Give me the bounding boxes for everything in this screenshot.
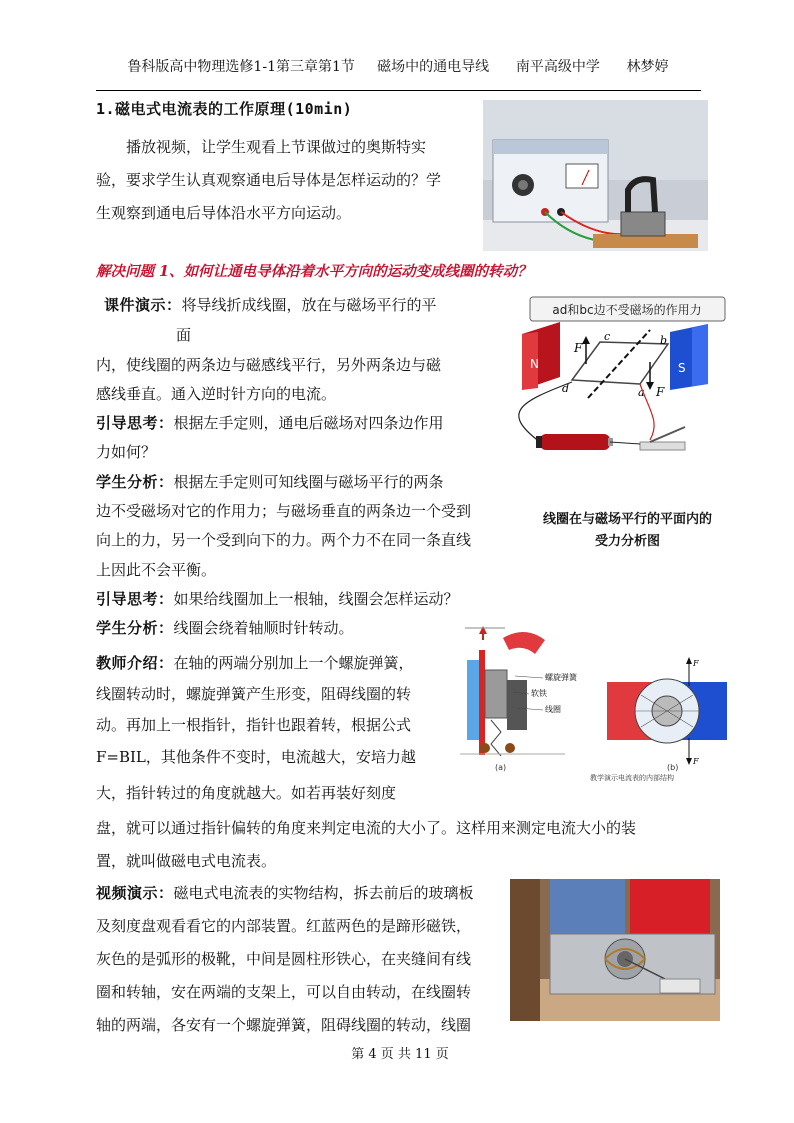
teacher-line-7: 置，就叫做磁电式电流表。 (96, 852, 277, 870)
coil-label-a: a (638, 386, 645, 399)
apparatus-photo (483, 100, 708, 251)
problem-heading: 解决问题 1、如何让通电导体沿着水平方向的运动变成线圈的转动？ (96, 263, 532, 280)
guide1-label: 引导思考： (96, 414, 174, 432)
teacher-line-5: 大，指针转过的角度就越大。如若再装好刻度 (96, 784, 397, 802)
section1-line-3: 生观察到通电后导体沿水平方向运动。 (96, 204, 352, 222)
spring-label: 螺旋弹簧 (545, 673, 577, 682)
teacher-line-6: 盘，就可以通过指针偏转的角度来判定电流的大小了。这样用来测定电流大小的装 (96, 819, 637, 837)
page-header: 鲁科版高中物理选修1-1第三章第1节 磁场中的通电导线 南平高级中学 林梦婷 (127, 59, 669, 75)
video-line-3: 灰色的是弧形的极靴，中间是圆柱形铁心，在夹缝间有线 (96, 950, 472, 968)
guide1-line-2: 力如何？ (96, 443, 157, 461)
diagram-caption-2: 受力分析图 (594, 534, 660, 549)
analysis1-line-2: 边不受磁场对它的作用力；与磁场垂直的两条边一个受到 (96, 502, 472, 520)
analysis1-line-3: 向上的力，另一个受到向下的力。两个力不在同一条直线 (96, 531, 472, 549)
video-line-1 (96, 878, 474, 909)
analysis1-label: 学生分析： (96, 473, 174, 491)
analysis2-line (96, 613, 354, 644)
coil-label: 线圈 (545, 705, 561, 714)
teacher-line-2: 线圈转动时，螺旋弹簧产生形变，阻碍线圈的转 (96, 685, 412, 703)
teacher-label: 教师介绍： (96, 654, 174, 672)
video-line-4: 圈和转轴，安在两端的支架上，可以自由转动，在线圈转 (96, 983, 472, 1001)
guide2-line (96, 584, 459, 615)
video-label: 视频演示： (96, 884, 174, 902)
teacher-text-1: 在轴的两端分别加上一个螺旋弹簧， (173, 654, 414, 672)
analysis1-line-4: 上因此不会平衡。 (96, 561, 217, 579)
demo-line-1 (104, 290, 437, 321)
pole-s-label: S (678, 361, 686, 375)
analysis2-text: 线圈会绕着轴顺时针转动。 (173, 619, 354, 637)
demo-text-1: 将导线折成线圈，放在与磁场平行的平 (181, 296, 437, 314)
section-title: 1.磁电式电流表的工作原理(10min) (96, 100, 353, 118)
guide2-text: 如果给线圈加上一根轴，线圈会怎样运动？ (173, 590, 459, 608)
teacher-line-3: 动。再加上一根指针，指针也跟着转，根据公式 (96, 716, 412, 734)
force-f-top: F (693, 659, 699, 668)
figure-b-label: (b) (667, 763, 679, 772)
demo-line-3: 内，使线圈的两条边与磁感线平行，另外两条边与磁 (96, 356, 442, 374)
mechanism-photo (510, 879, 720, 1021)
guide1-text-1: 根据左手定则，通电后磁场对四条边作用 (173, 414, 444, 432)
force-label-top: F (574, 341, 583, 355)
coil-label-d: d (562, 382, 570, 395)
pole-n-label: N (530, 357, 539, 371)
demo-line-2: 面 (176, 326, 192, 344)
coil-force-diagram (500, 292, 740, 472)
page-number: 第 4 页 共 11 页 (351, 1047, 449, 1062)
guide2-label: 引导思考： (96, 590, 174, 608)
analysis1-line-1 (96, 467, 444, 498)
analysis2-label: 学生分析： (96, 619, 174, 637)
force-label-bottom: F (656, 385, 665, 399)
section1-line-2: 验，要求学生认真观察通电后导体是怎样运动的？学 (96, 171, 442, 189)
teacher-line-4: F=BIL，其他条件不变时，电流越大，安培力越 (96, 748, 416, 766)
guide1-line-1 (96, 408, 444, 439)
video-text-1: 磁电式电流表的实物结构，拆去前后的玻璃板 (173, 884, 474, 902)
diagram-banner: ad和bc边不受磁场的作用力 (552, 303, 702, 317)
video-line-5: 轴的两端，各安有一个螺旋弹簧，阻碍线圈的转动，线圈 (96, 1016, 472, 1034)
galvanometer-structure-diagram (455, 620, 735, 785)
demo-label: 课件演示： (104, 296, 182, 314)
video-line-2: 及刻度盘观看看它的内部装置。红蓝两色的是蹄形磁铁， (96, 917, 472, 935)
analysis1-text-1: 根据左手定则可知线圈与磁场平行的两条 (173, 473, 444, 491)
coil-label-b: b (660, 334, 668, 347)
teacher-line-1 (96, 648, 414, 679)
force-f-bottom: F (693, 757, 699, 766)
soft-iron-label: 软铁 (531, 689, 547, 698)
section1-line-1: 播放视频，让学生观看上节课做过的奥斯特实 (126, 138, 427, 156)
diagram-caption-1: 线圈在与磁场平行的平面内的 (542, 512, 712, 527)
demo-line-4: 感线垂直。通入逆时针方向的电流。 (96, 385, 337, 403)
figure-a-label: (a) (495, 763, 507, 772)
header-rule (96, 90, 701, 91)
structure-caption: 教学演示电流表的内部结构 (590, 774, 674, 782)
coil-label-c: c (604, 330, 611, 343)
